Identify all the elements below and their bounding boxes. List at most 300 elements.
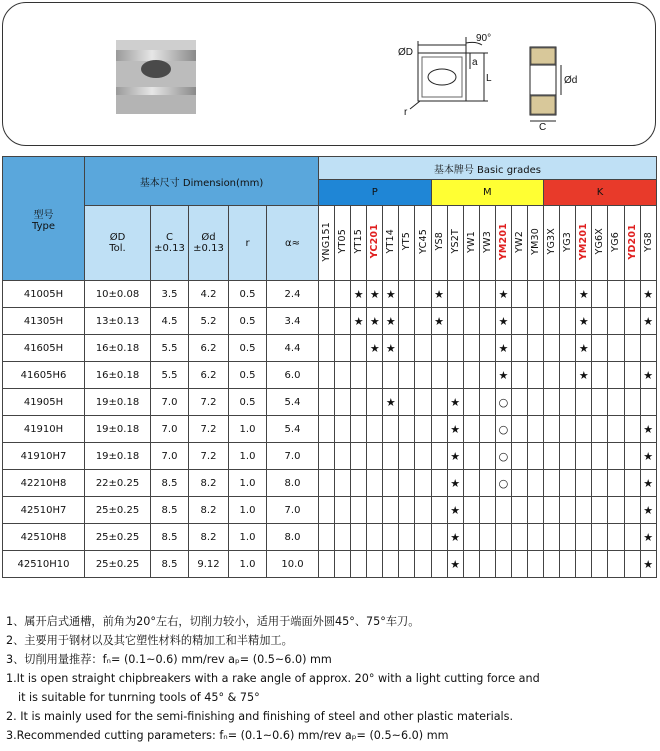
grade-mark [560, 443, 576, 470]
cell-d: 16±0.18 [85, 335, 151, 362]
grade-mark [367, 443, 383, 470]
grade-mark [511, 335, 527, 362]
grade-mark [351, 497, 367, 524]
grade-mark [463, 281, 479, 308]
cell-type: 41905H [3, 389, 85, 416]
grade-mark [319, 335, 335, 362]
grade-mark: ★ [447, 443, 463, 470]
grade-mark: ★ [447, 524, 463, 551]
grade-mark [592, 524, 608, 551]
grade-mark [544, 416, 560, 443]
grade-mark [335, 335, 351, 362]
grade-mark [624, 524, 640, 551]
grade-mark [415, 551, 431, 578]
grade-mark [544, 389, 560, 416]
grade-mark [624, 281, 640, 308]
grade-mark: ★ [495, 281, 511, 308]
grade-mark [479, 497, 495, 524]
grade-mark [415, 362, 431, 389]
cell-r: 1.0 [229, 416, 267, 443]
grade-mark [511, 524, 527, 551]
col-r: r [229, 206, 267, 281]
grade-mark [576, 470, 592, 497]
grade-mark: ★ [640, 497, 656, 524]
group-m: M [431, 180, 544, 206]
grade-mark [479, 524, 495, 551]
cell-c: 4.5 [151, 308, 189, 335]
grade-header [544, 206, 560, 281]
grade-mark [560, 524, 576, 551]
grade-mark [319, 551, 335, 578]
grade-label: YM30 [530, 228, 542, 255]
table-row [3, 335, 657, 362]
notes [6, 612, 654, 745]
grade-mark [415, 281, 431, 308]
grade-mark [479, 416, 495, 443]
note-cn-3: 3、切削用量推荐：fₙ= (0.1~0.6) mm/rev aₚ= (0.5~6.0) mm [6, 653, 332, 666]
cell-a: 8.0 [267, 470, 319, 497]
grade-mark [479, 308, 495, 335]
grade-header [495, 206, 511, 281]
grade-mark [528, 335, 544, 362]
grade-mark [479, 389, 495, 416]
grade-mark [511, 443, 527, 470]
grade-mark [511, 308, 527, 335]
type-header [3, 157, 85, 281]
grade-mark: ★ [383, 281, 399, 308]
grade-mark [463, 524, 479, 551]
grade-mark [560, 308, 576, 335]
cell-c: 8.5 [151, 470, 189, 497]
grade-mark [399, 362, 415, 389]
insert-technical-drawing [396, 31, 596, 131]
grade-mark [367, 389, 383, 416]
grade-mark [544, 281, 560, 308]
group-p: P [319, 180, 432, 206]
grade-mark [560, 335, 576, 362]
grade-mark [479, 470, 495, 497]
grade-label: YS8 [433, 232, 445, 251]
cell-d: 13±0.13 [85, 308, 151, 335]
grade-mark [463, 470, 479, 497]
grade-mark [335, 524, 351, 551]
cell-d: 4.2 [189, 281, 229, 308]
grade-header [383, 206, 399, 281]
cell-a: 7.0 [267, 497, 319, 524]
grade-mark [624, 416, 640, 443]
cell-a: 2.4 [267, 281, 319, 308]
cell-d: 7.2 [189, 389, 229, 416]
grade-mark [479, 335, 495, 362]
grade-mark: ★ [351, 281, 367, 308]
insert-photo [115, 39, 197, 115]
grade-mark [592, 389, 608, 416]
cell-type: 41910H [3, 416, 85, 443]
table-row [3, 308, 657, 335]
grade-label: YW1 [465, 230, 477, 253]
grade-mark [560, 551, 576, 578]
cell-type: 41305H [3, 308, 85, 335]
grade-mark [415, 335, 431, 362]
cell-d: 16±0.18 [85, 362, 151, 389]
grade-mark [415, 470, 431, 497]
grade-mark [511, 389, 527, 416]
grade-header [640, 206, 656, 281]
grade-mark [592, 497, 608, 524]
grade-mark [560, 497, 576, 524]
grade-mark [351, 524, 367, 551]
grade-mark [447, 362, 463, 389]
cell-c: 7.0 [151, 416, 189, 443]
grade-mark [528, 308, 544, 335]
grade-mark [319, 470, 335, 497]
table-row [3, 416, 657, 443]
grade-mark [544, 443, 560, 470]
grade-mark [351, 443, 367, 470]
cell-r: 1.0 [229, 470, 267, 497]
cell-a: 5.4 [267, 389, 319, 416]
cell-c: 7.0 [151, 389, 189, 416]
grade-mark: ★ [447, 470, 463, 497]
grade-mark [319, 416, 335, 443]
cell-d: 8.2 [189, 470, 229, 497]
grade-mark [415, 308, 431, 335]
grade-label: YG3 [562, 231, 574, 252]
grade-mark [431, 524, 447, 551]
grade-mark [544, 497, 560, 524]
grade-mark [592, 443, 608, 470]
grade-mark [528, 443, 544, 470]
grade-label: YC201 [369, 224, 381, 259]
grade-mark: ★ [640, 443, 656, 470]
grade-label: YG6X [594, 228, 606, 255]
grade-mark [624, 497, 640, 524]
grade-mark [624, 335, 640, 362]
grade-mark [544, 335, 560, 362]
cell-c: 5.5 [151, 362, 189, 389]
drawing-label-d: Ød [564, 75, 578, 86]
grade-mark [576, 497, 592, 524]
grade-mark: ★ [447, 416, 463, 443]
grade-mark [495, 551, 511, 578]
cell-d: 8.2 [189, 524, 229, 551]
table-row [3, 281, 657, 308]
grade-mark [528, 389, 544, 416]
cell-a: 5.4 [267, 416, 319, 443]
cell-r: 1.0 [229, 443, 267, 470]
grade-mark [544, 470, 560, 497]
note-en-1: 1.It is open straight chipbreakers with a rake angle of approx. 20° with a light cutting force and [6, 672, 540, 685]
grade-mark [544, 551, 560, 578]
grade-mark [367, 470, 383, 497]
cell-type: 41910H7 [3, 443, 85, 470]
grade-mark [511, 470, 527, 497]
drawing-label-L: L [486, 73, 492, 84]
grade-mark: ★ [447, 389, 463, 416]
cell-type: 42510H7 [3, 497, 85, 524]
grade-mark [528, 551, 544, 578]
grade-mark [351, 335, 367, 362]
grade-mark [608, 281, 624, 308]
grade-mark: ○ [495, 389, 511, 416]
grade-mark [560, 362, 576, 389]
grade-mark: ★ [383, 335, 399, 362]
grade-mark [367, 497, 383, 524]
group-k: K [544, 180, 657, 206]
grade-mark [544, 524, 560, 551]
grade-mark [624, 551, 640, 578]
grade-mark [624, 443, 640, 470]
grade-label: YT14 [385, 229, 397, 254]
grade-label: YM201 [578, 222, 590, 261]
table-row [3, 551, 657, 578]
note-cn-1: 1、属开启式通槽，前角为20°左右，切削力较小，适用于端面外圆45°、75°车刀。 [6, 615, 420, 628]
table-row [3, 470, 657, 497]
grade-mark [319, 443, 335, 470]
note-cn-2: 2、主要用于钢材以及其它塑性材料的精加工和半精加工。 [6, 634, 293, 647]
grade-mark [463, 389, 479, 416]
grade-header [608, 206, 624, 281]
grade-mark [592, 281, 608, 308]
cell-d: 7.2 [189, 443, 229, 470]
grade-header [511, 206, 527, 281]
grade-header [415, 206, 431, 281]
grade-mark [479, 281, 495, 308]
drawing-label-a: a [472, 57, 478, 68]
grade-mark [335, 497, 351, 524]
grade-mark: ○ [495, 443, 511, 470]
grade-mark [447, 335, 463, 362]
grade-header [624, 206, 640, 281]
grade-mark: ★ [383, 308, 399, 335]
col-C: C ±0.13 [151, 206, 189, 281]
grade-mark [495, 497, 511, 524]
grade-mark: ★ [495, 308, 511, 335]
grade-mark [463, 416, 479, 443]
grade-mark: ★ [431, 281, 447, 308]
grade-mark: ★ [495, 335, 511, 362]
grade-header [351, 206, 367, 281]
grade-header [335, 206, 351, 281]
grade-mark: ★ [447, 551, 463, 578]
grade-mark [351, 362, 367, 389]
cell-c: 8.5 [151, 551, 189, 578]
cell-d: 9.12 [189, 551, 229, 578]
grade-mark [463, 551, 479, 578]
grade-mark [335, 362, 351, 389]
table-row [3, 443, 657, 470]
type-header-cn: 型号 [33, 209, 54, 221]
grade-mark [351, 470, 367, 497]
grade-mark [528, 362, 544, 389]
grade-mark: ★ [576, 281, 592, 308]
grade-mark [399, 524, 415, 551]
grade-mark [431, 362, 447, 389]
grade-mark [511, 497, 527, 524]
grade-mark: ★ [640, 470, 656, 497]
grade-mark: ○ [495, 416, 511, 443]
grade-mark [351, 389, 367, 416]
grade-mark [367, 362, 383, 389]
note-en-1b: it is suitable for tunrning tools of 45° & 75° [18, 691, 260, 704]
table-row [3, 389, 657, 416]
grade-mark [544, 308, 560, 335]
cell-d: 6.2 [189, 362, 229, 389]
grade-mark [415, 524, 431, 551]
grade-mark: ★ [640, 362, 656, 389]
grade-mark: ★ [367, 335, 383, 362]
grade-mark [319, 389, 335, 416]
grade-mark: ★ [576, 335, 592, 362]
grade-mark [608, 443, 624, 470]
grade-mark [608, 524, 624, 551]
grade-mark [383, 551, 399, 578]
grade-mark [528, 416, 544, 443]
table-row [3, 497, 657, 524]
grade-label: YG8 [642, 231, 654, 252]
grade-mark [431, 389, 447, 416]
grade-mark [511, 281, 527, 308]
grade-mark [383, 443, 399, 470]
grade-mark: ★ [431, 308, 447, 335]
cell-d: 25±0.25 [85, 551, 151, 578]
type-header-en: Type [32, 220, 55, 232]
grade-mark [592, 308, 608, 335]
grade-mark [367, 551, 383, 578]
grade-mark [335, 389, 351, 416]
grade-mark [431, 416, 447, 443]
cell-a: 10.0 [267, 551, 319, 578]
grade-header [528, 206, 544, 281]
cell-d: 19±0.18 [85, 443, 151, 470]
grade-mark: ★ [351, 308, 367, 335]
grade-label: YD201 [626, 223, 638, 260]
cell-r: 1.0 [229, 524, 267, 551]
grade-mark [431, 470, 447, 497]
grade-mark [399, 497, 415, 524]
col-d: Ød ±0.13 [189, 206, 229, 281]
col-D: ØD Tol. [85, 206, 151, 281]
grade-mark: ★ [640, 524, 656, 551]
grade-mark: ★ [640, 551, 656, 578]
grade-mark [544, 362, 560, 389]
grade-label: YW2 [513, 230, 525, 253]
cell-type: 42510H8 [3, 524, 85, 551]
grade-mark [415, 389, 431, 416]
grade-mark [431, 551, 447, 578]
drawing-label-r: r [404, 107, 408, 118]
cell-d: 7.2 [189, 416, 229, 443]
grade-label: YNG151 [321, 221, 333, 262]
grade-mark [560, 389, 576, 416]
grade-mark [367, 524, 383, 551]
cell-c: 5.5 [151, 335, 189, 362]
grade-mark [608, 362, 624, 389]
cell-type: 41605H6 [3, 362, 85, 389]
grade-mark [576, 389, 592, 416]
grade-header [560, 206, 576, 281]
grade-mark [399, 416, 415, 443]
grade-mark [528, 524, 544, 551]
grade-mark [592, 335, 608, 362]
cell-r: 0.5 [229, 335, 267, 362]
grade-mark [624, 389, 640, 416]
grade-mark [640, 335, 656, 362]
cell-d: 5.2 [189, 308, 229, 335]
grade-label: YS2T [449, 229, 461, 254]
grade-mark: ○ [495, 470, 511, 497]
grade-mark [592, 416, 608, 443]
cell-c: 7.0 [151, 443, 189, 470]
grade-mark [431, 497, 447, 524]
drawing-label-D: ØD [398, 47, 413, 58]
cell-type: 42210H8 [3, 470, 85, 497]
grade-mark [447, 281, 463, 308]
grade-mark [463, 335, 479, 362]
grade-header [463, 206, 479, 281]
grade-mark [383, 524, 399, 551]
grade-mark [592, 362, 608, 389]
grade-mark [335, 308, 351, 335]
cell-a: 7.0 [267, 443, 319, 470]
cell-a: 4.4 [267, 335, 319, 362]
grade-mark [415, 416, 431, 443]
grade-mark [431, 443, 447, 470]
grade-mark [576, 443, 592, 470]
grade-mark [511, 416, 527, 443]
grade-label: YT15 [353, 229, 365, 254]
cell-a: 6.0 [267, 362, 319, 389]
grade-mark [608, 497, 624, 524]
cell-r: 1.0 [229, 551, 267, 578]
grade-mark: ★ [495, 362, 511, 389]
grade-mark [592, 551, 608, 578]
cell-c: 8.5 [151, 497, 189, 524]
grade-mark [576, 416, 592, 443]
cell-type: 41605H [3, 335, 85, 362]
drawing-label-C: C [539, 122, 547, 131]
grade-mark [463, 497, 479, 524]
col-a: α≈ [267, 206, 319, 281]
grade-mark [608, 416, 624, 443]
grade-mark [528, 497, 544, 524]
grade-mark [351, 416, 367, 443]
cell-d: 19±0.18 [85, 389, 151, 416]
grade-mark [399, 281, 415, 308]
grade-mark [335, 470, 351, 497]
cell-c: 3.5 [151, 281, 189, 308]
cell-r: 0.5 [229, 308, 267, 335]
grade-mark [399, 335, 415, 362]
cell-a: 8.0 [267, 524, 319, 551]
grade-label: YT5 [401, 232, 413, 251]
grade-label: YT05 [337, 229, 349, 254]
product-image-panel [2, 2, 656, 146]
grade-mark: ★ [576, 362, 592, 389]
grade-mark [576, 524, 592, 551]
cell-type: 42510H10 [3, 551, 85, 578]
grade-header [576, 206, 592, 281]
cell-c: 8.5 [151, 524, 189, 551]
grade-mark [463, 308, 479, 335]
grade-mark: ★ [447, 497, 463, 524]
cell-r: 1.0 [229, 497, 267, 524]
grade-mark: ★ [576, 308, 592, 335]
grade-mark [319, 497, 335, 524]
note-en-2: 2. It is mainly used for the semi-finishing and finishing of steel and other plastic materials. [6, 710, 514, 723]
cell-d: 6.2 [189, 335, 229, 362]
grade-mark: ★ [640, 308, 656, 335]
